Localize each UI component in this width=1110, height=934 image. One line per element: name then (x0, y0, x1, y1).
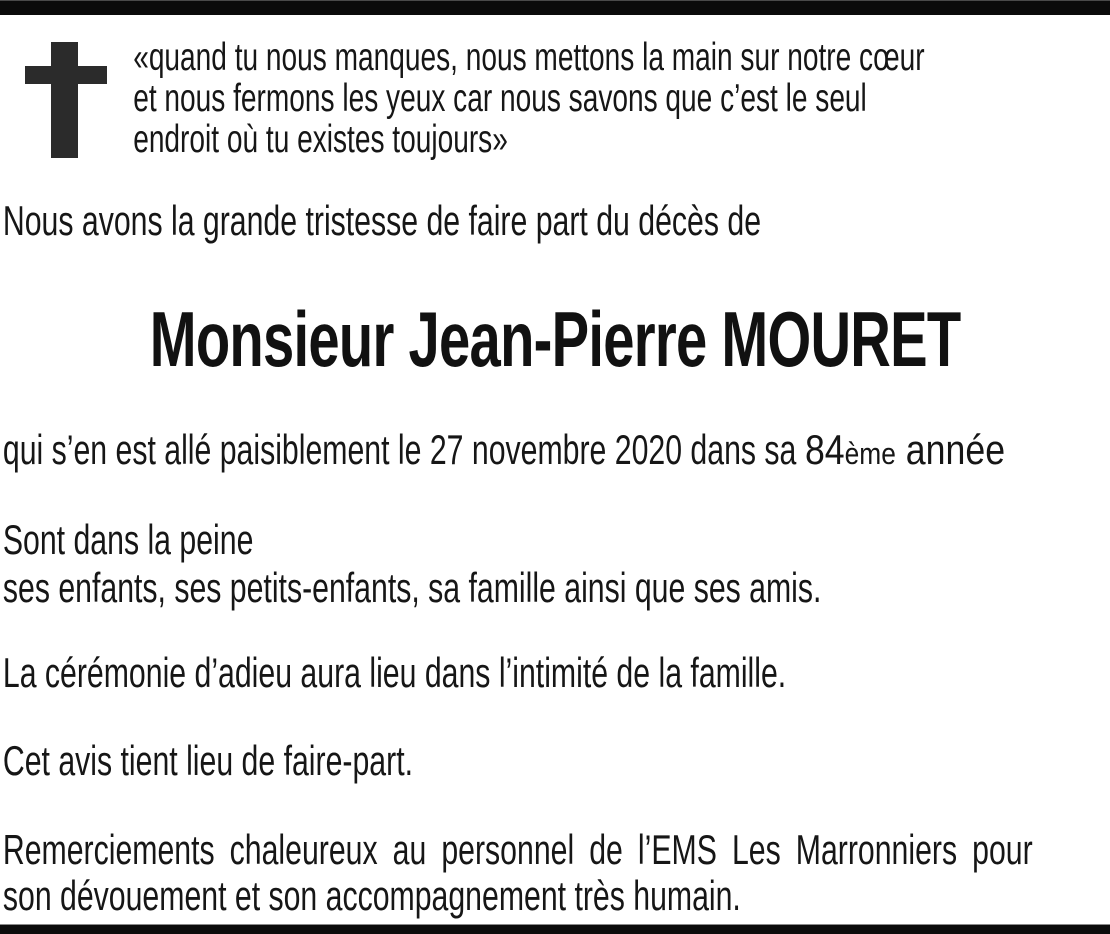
mourners-list: ses enfants, ses petits-enfants, sa famille ainsi que ses amis. (2, 564, 822, 611)
quote-line-2: et nous fermons les yeux car nous savons que c’est le seul (133, 77, 867, 120)
thanks-section (3, 827, 1107, 919)
age-group (805, 426, 1005, 478)
mourners-heading: Sont dans la peine (2, 516, 254, 563)
age-number: 84 (804, 426, 845, 473)
thanks-line-1: Remerciements chaleureux au personnel de l’EMS Les Marronniers pour (2, 826, 1033, 873)
deceased-name: Monsieur Jean-Pierre MOURET (149, 295, 961, 383)
mourners-section (3, 516, 1107, 612)
quote-line-3: endroit où tu existes toujours» (133, 118, 508, 161)
notice-statement: Cet avis tient lieu de faire-part. (2, 737, 413, 784)
intro-text: Nous avons la grande tristesse de faire part du décès de (2, 197, 762, 244)
bottom-border-bar (0, 924, 1110, 934)
death-details-text: qui s’en est allé paisiblement le 27 novembre 2020 dans sa (2, 426, 805, 473)
ceremony-text: La cérémonie d’adieu aura lieu dans l’intimité de la famille. (2, 649, 787, 696)
age-ordinal: ème (844, 436, 896, 471)
age-suffix: année (895, 426, 1005, 473)
thanks-line-2: son dévouement et son accompagnement très humain. (2, 872, 741, 919)
quote-line-1: «quand tu nous manques, nous mettons la main sur notre cœur (133, 36, 925, 79)
death-details-line (3, 426, 1107, 478)
memorial-quote (133, 37, 1103, 160)
